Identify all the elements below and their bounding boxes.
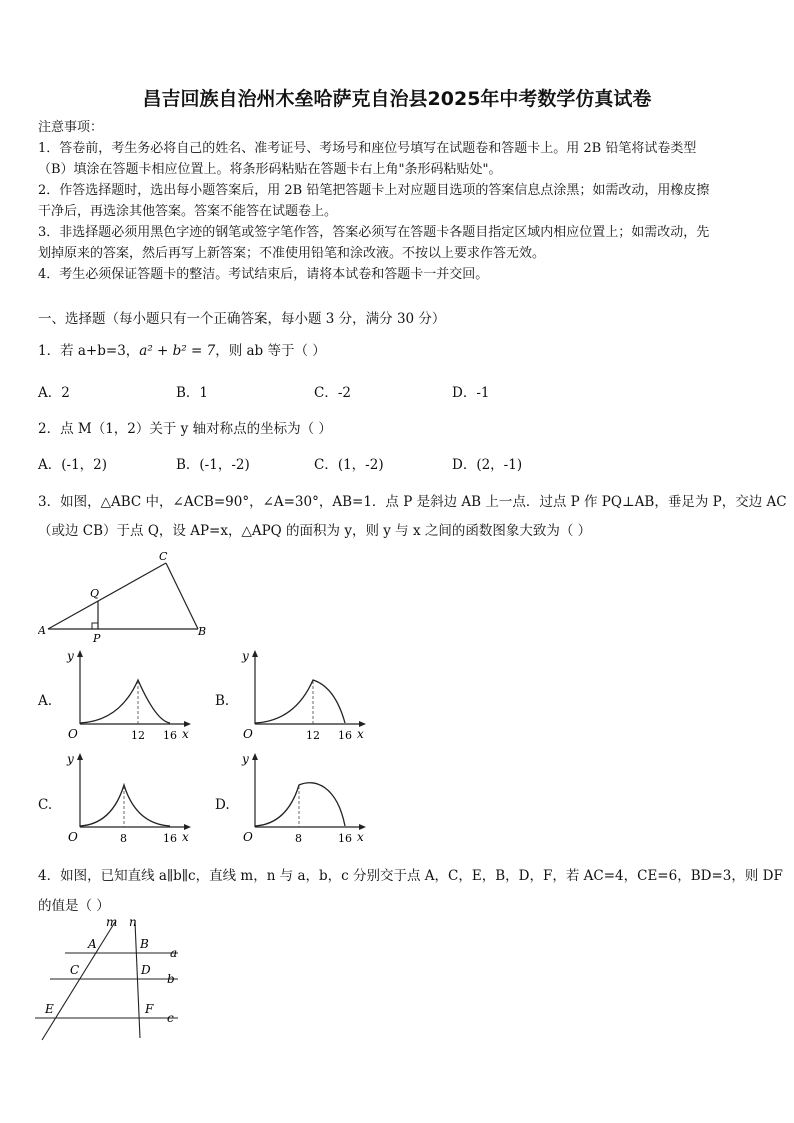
notice-line: 4．考生必须保证答题卡的整洁。考试结束后，请将本试卷和答题卡一并交回。 [38,267,489,282]
label-e-point: E [45,1002,54,1016]
graph-c-x-label: x [182,830,189,844]
graph-b [235,647,370,745]
label-n: n [129,915,137,929]
graph-a-tick-mid: 12 [131,729,145,742]
graph-c-tick-mid: 8 [120,832,127,845]
graph-c [60,750,195,848]
label-b-point: B [140,937,149,951]
graph-b-tick-end: 16 [338,729,352,742]
label-f-point: F [145,1002,154,1016]
q1-option-c[interactable]: C．-2 [314,385,351,401]
q2-option-c[interactable]: C．(1，-2) [314,457,384,473]
q2-option-b[interactable]: B．(-1，-2) [176,457,250,473]
question-4-line1: 4．如图，已知直线 a∥b∥c，直线 m，n 与 a，b，c 分别交于点 A，C，E，B，D，F，若 AC=4，CE=6，BD=3，则 DF [38,868,783,884]
graph-b-origin: O [243,727,253,741]
graph-a [60,647,195,745]
graph-d-origin: O [243,830,253,844]
graph-a-origin: O [68,727,78,741]
q2-option-a[interactable]: A．(-1，2) [38,457,108,473]
graph-b-x-label: x [357,727,364,741]
graph-b-tick-mid: 12 [306,729,320,742]
q3-option-c[interactable]: C. [38,797,53,813]
label-c: C [159,550,168,563]
label-a: A [38,624,46,637]
parallel-lines-figure [30,910,200,1045]
label-m: m [106,915,118,929]
label-line-c: c [167,1011,174,1025]
label-d-point: D [141,963,151,977]
label-line-b: b [167,972,175,986]
question-3-line1: 3．如图，△ABC 中，∠ACB=90°，∠A=30°，AB=1．点 P 是斜边 AB 上一点．过点 P 作 PQ⊥AB，垂足为 P，交边 AC [38,494,787,510]
q1-stem-a: 1．若 a+b=3， [38,343,140,359]
notice-line: 干净后，再选涂其他答案。答案不能答在试题卷上。 [38,204,338,219]
q1-stem-b: ，则 ab 等于（ ） [215,343,326,359]
q3-option-a[interactable]: A. [38,693,53,709]
q1-option-a[interactable]: A．2 [38,385,70,401]
graph-a-tick-end: 16 [163,729,177,742]
question-3-line2: （或边 CB）于点 Q，设 AP=x，△APQ 的面积为 y，则 y 与 x 之间的函数图象大致为（ ） [38,523,592,539]
label-p: P [93,632,101,645]
graph-c-tick-end: 16 [163,832,177,845]
notice-line: 1．答卷前，考生务必将自己的姓名、准考证号、考场号和座位号填写在试题卷和答题卡上。用 2B 铅笔将试卷类型 [38,141,697,156]
q1-formula: a² + b² = 7 [139,343,216,359]
notice-line: 划掉原来的答案，然后再写上新答案；不准使用铅笔和涂改液。不按以上要求作答无效。 [38,246,546,261]
label-b: B [198,625,207,638]
notice-heading: 注意事项： [38,120,104,135]
notice-line: （B）填涂在答题卡相应位置上。将条形码粘贴在答题卡右上角"条形码粘贴处"。 [38,162,502,177]
graph-a-x-label: x [182,727,189,741]
label-c-point: C [70,963,80,977]
notice-line: 2．作答选择题时，选出每小题答案后，用 2B 铅笔把答题卡上对应题目选项的答案信息点涂黑；如需改动，用橡皮擦 [38,183,710,198]
section-heading: 一、选择题（每小题只有一个正确答案，每小题 3 分，满分 30 分） [38,311,446,327]
q1-option-b[interactable]: B．1 [176,385,209,401]
graph-a-y-label: y [67,649,74,663]
question-4-line2: 的值是（ ） [38,898,110,914]
graph-c-y-label: y [67,752,74,766]
graph-d-tick-end: 16 [338,832,352,845]
question-2-stem: 2．点 M（1，2）关于 y 轴对称点的坐标为（ ） [38,421,332,437]
q3-option-b[interactable]: B. [215,693,230,709]
graph-c-origin: O [68,830,78,844]
q3-option-d[interactable]: D. [215,797,230,813]
triangle-figure [38,548,208,646]
graph-d-tick-mid: 8 [295,832,302,845]
graph-b-y-label: y [242,649,249,663]
graph-d-y-label: y [242,752,249,766]
notice-line: 3．非选择题必须用黑色字迹的钢笔或签字笔作答，答案必须写在答题卡各题目指定区域内相应位置上；如需改动，先 [38,225,710,240]
page-title: 昌吉回族自治州木垒哈萨克自治县2025年中考数学仿真试卷 [142,88,652,110]
label-a-point: A [88,937,97,951]
q2-option-d[interactable]: D．(2，-1) [452,457,523,473]
label-q: Q [90,587,100,600]
label-line-a: a [170,946,178,960]
q1-option-d[interactable]: D．-1 [452,385,490,401]
graph-d-x-label: x [357,830,364,844]
graph-d [235,750,370,848]
question-1-stem [38,339,326,359]
